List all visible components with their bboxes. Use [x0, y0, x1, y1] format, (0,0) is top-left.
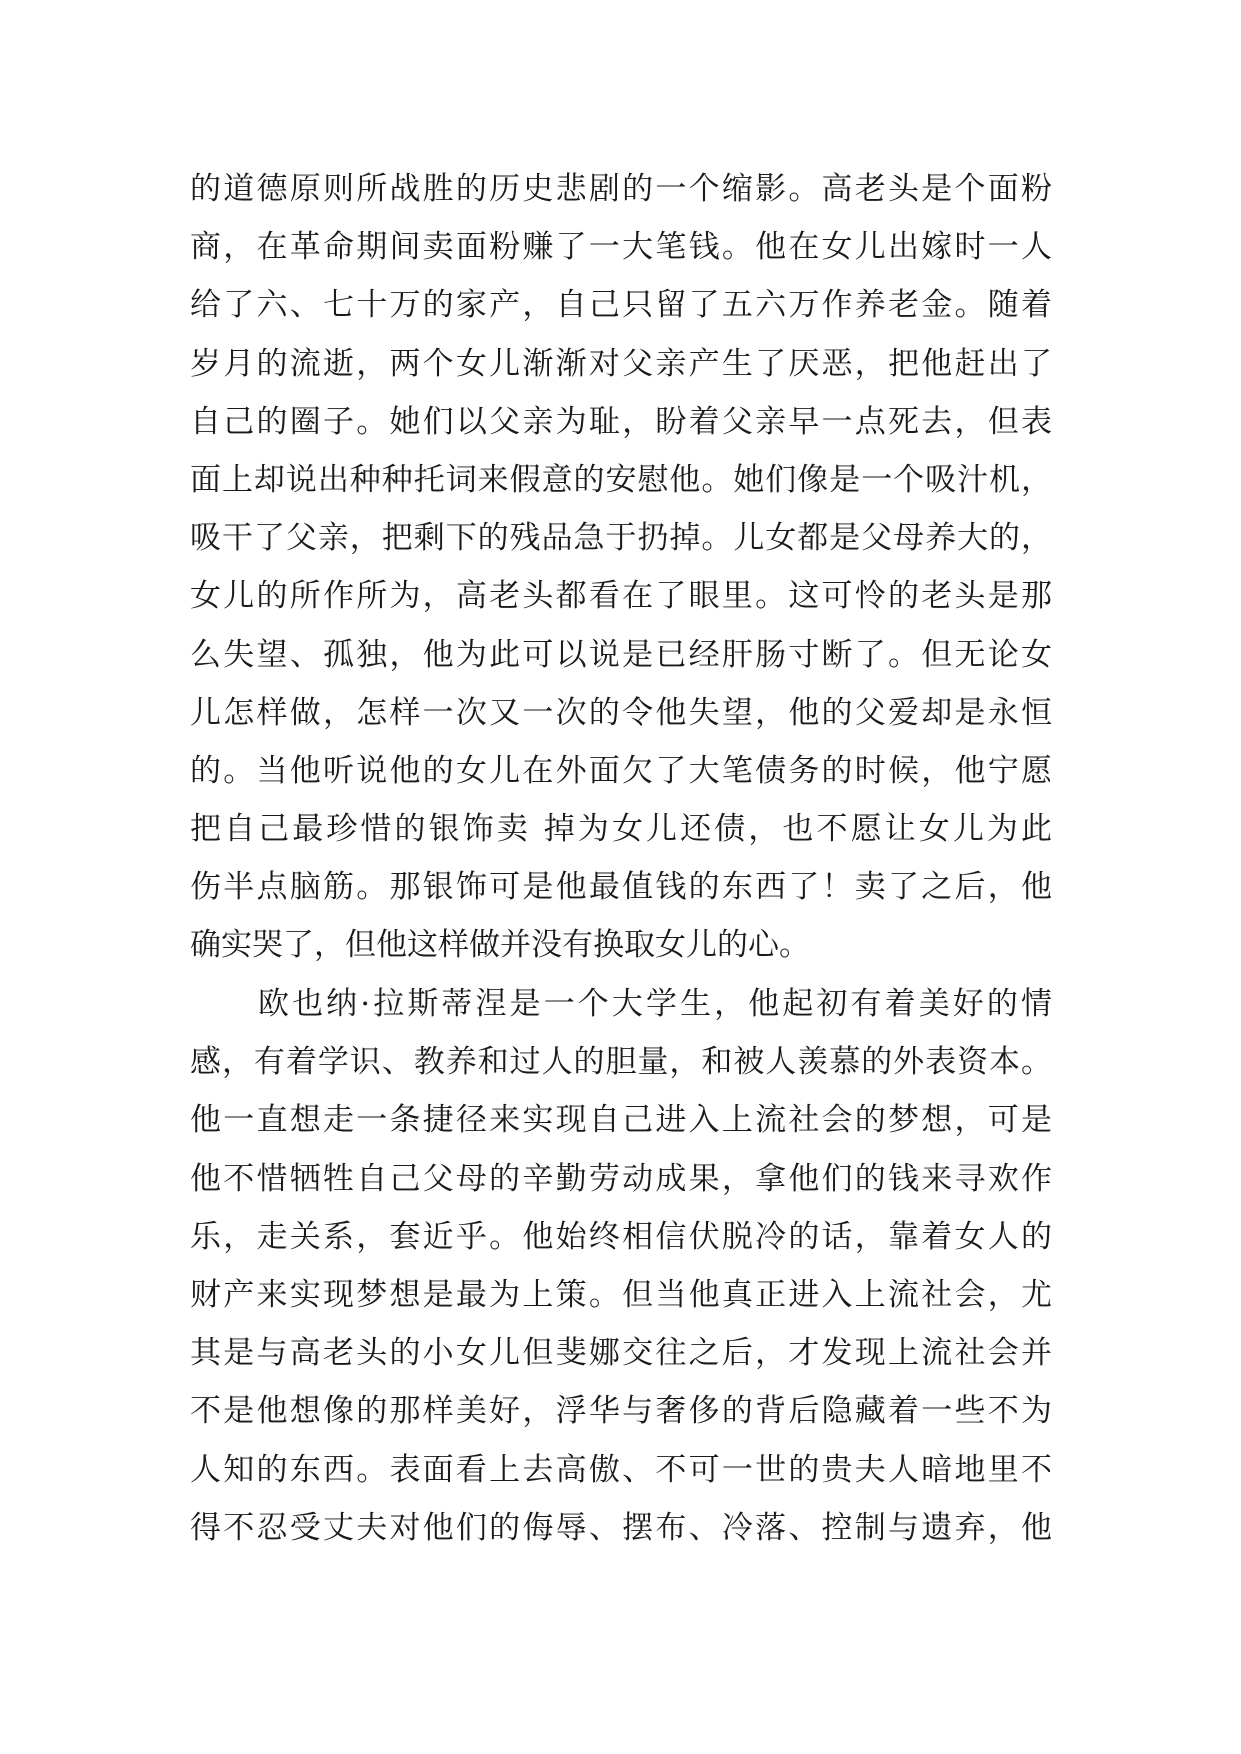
text-line: 感，有着学识、教养和过人的胆量，和被人羡慕的外表资本。 — [190, 1044, 1052, 1081]
text-line: 自己的圈子。她们以父亲为耻，盼着父亲早一点死去，但表 — [190, 403, 1052, 440]
text-line: 不是他想像的那样美好，浮华与奢侈的背后隐藏着一些不为 — [190, 1393, 1052, 1430]
text-line: 儿怎样做，怎样一次又一次的令他失望，他的父爱却是永恒 — [190, 694, 1052, 731]
text-line: 的。当他听说他的女儿在外面欠了大笔债务的时候，他宁愿 — [190, 752, 1052, 789]
text-line: 商，在革命期间卖面粉赚了一大笔钱。他在女儿出嫁时一人 — [190, 229, 1052, 266]
text-line: 的道德原则所战胜的历史悲剧的一个缩影。高老头是个面粉 — [190, 171, 1052, 207]
text-line: 么失望、孤独，他为此可以说是已经肝肠寸断了。但无论女 — [190, 636, 1052, 673]
paragraph-1 — [190, 160, 1052, 975]
text-line: 把自己最珍惜的银饰卖 掉为女儿还债，也不愿让女儿为此 — [190, 811, 1052, 848]
text-line: 财产来实现梦想是最为上策。但当他真正进入上流社会，尤 — [190, 1276, 1052, 1313]
text-line: 岁月的流逝，两个女儿渐渐对父亲产生了厌恶，把他赶出了 — [190, 345, 1052, 382]
text-line: 欧也纳·拉斯蒂涅是一个大学生，他起初有着美好的情 — [258, 986, 1052, 1022]
text-line: 得不忍受丈夫对他们的侮辱、摆布、冷落、控制与遗弃，他 — [190, 1509, 1052, 1546]
text-line: 乐，走关系，套近乎。他始终相信伏脱冷的话，靠着女人的 — [190, 1218, 1052, 1255]
text-line: 他不惜牺牲自己父母的辛勤劳动成果，拿他们的钱来寻欢作 — [190, 1160, 1052, 1197]
text-line: 面上却说出种种托词来假意的安慰他。她们像是一个吸汁机， — [190, 461, 1052, 498]
text-line: 伤半点脑筋。那银饰可是他最值钱的东西了！卖了之后，他 — [190, 869, 1052, 906]
text-line: 人知的东西。表面看上去高傲、不可一世的贵夫人暗地里不 — [190, 1451, 1052, 1488]
paragraph-2 — [190, 975, 1052, 1557]
text-line: 女儿的所作所为，高老头都看在了眼里。这可怜的老头是那 — [190, 578, 1052, 615]
text-line: 给了六、七十万的家产，自己只留了五六万作养老金。随着 — [190, 287, 1052, 324]
text-line: 确实哭了，但他这样做并没有换取女儿的心。 — [190, 927, 810, 964]
text-line: 他一直想走一条捷径来实现自己进入上流社会的梦想，可是 — [190, 1102, 1052, 1139]
text-line: 其是与高老头的小女儿但斐娜交往之后，才发现上流社会并 — [190, 1335, 1052, 1372]
text-line: 吸干了父亲，把剩下的残品急于扔掉。儿女都是父母养大的， — [190, 520, 1052, 557]
